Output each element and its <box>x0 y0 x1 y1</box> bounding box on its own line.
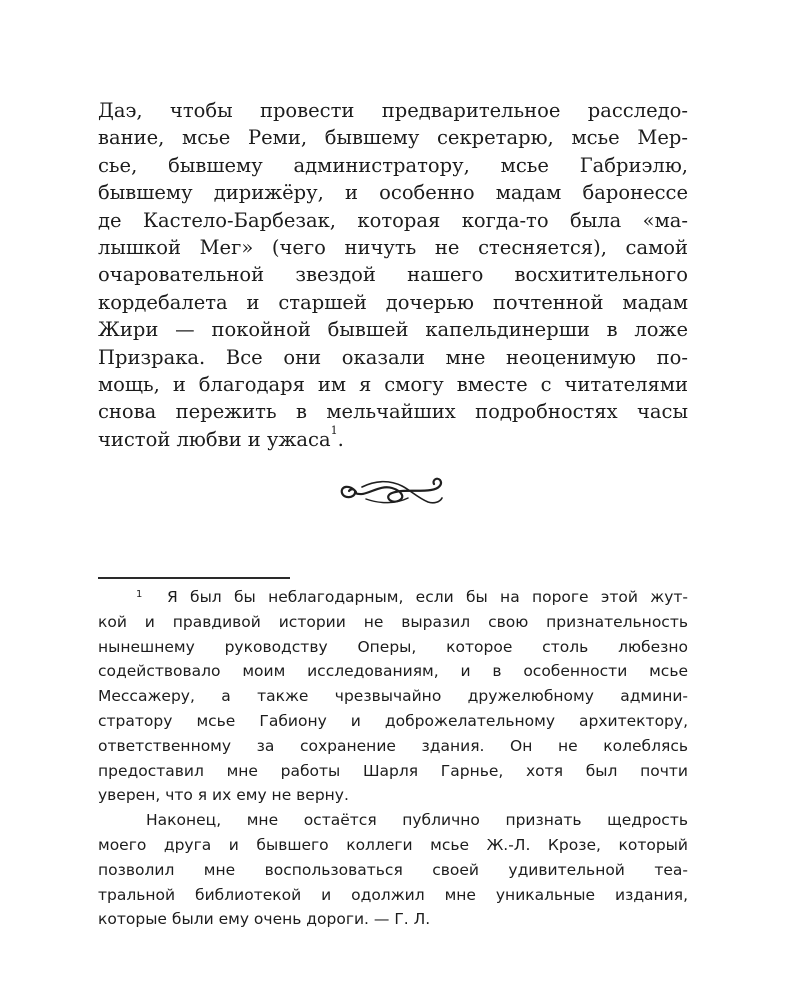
text-line: Жири — покойной бывшей капельдинерши в ложе <box>98 318 688 342</box>
flourish-ornament-icon <box>336 468 448 516</box>
text-line-content: чистой любви и ужаса <box>98 427 331 451</box>
text-line: снова пережить в мельчайших подробностях часы <box>98 400 688 424</box>
footnote-line: которые были ему очень дороги. — Г. Л. <box>98 910 431 929</box>
text-line: сье, бывшему администратору, мсье Габриэлю, <box>98 153 688 177</box>
footnote-line: предоставил мне работы Шарля Гарнье, хотя был почти <box>98 761 688 780</box>
text-line: бывшему дирижёру, и особенно мадам баронессе <box>98 181 688 205</box>
text-line: очаровательной звездой нашего восхитительного <box>98 263 688 287</box>
text-line: Даэ, чтобы провести предварительное расследо- <box>98 99 688 122</box>
footnote-line: Наконец, мне остаётся публично признать щедрость <box>146 811 688 830</box>
footnote-line: кой и правдивой истории не выразил свою признательность <box>98 612 688 631</box>
text-line: мощь, и благодаря им я смогу вместе с читателями <box>98 372 688 396</box>
footnote-line: тральной библиотекой и одолжил мне уникальные издания, <box>98 885 688 904</box>
footnote-block <box>98 585 688 932</box>
footnote-line: стратору мсье Габиону и доброжелательному архитектору, <box>98 711 688 730</box>
footnote-reference[interactable]: 1 <box>330 424 338 438</box>
footnote-line-content: Я был бы неблагодарным, если бы на пороге этой жут- <box>166 588 689 606</box>
footnote-line: Мессажеру, а также чрезвычайно дружелюбному админи- <box>98 687 688 706</box>
footnote-marker: 1 <box>136 589 143 600</box>
footnote-line: нынешнему руководству Оперы, которое столь любезно <box>98 637 688 656</box>
footnote-line: содействовало моим исследованиям, и в особенности мсье <box>98 662 688 681</box>
footnote-line: моего друга и бывшего коллеги мсье Ж.-Л. Крозе, который <box>98 835 688 854</box>
text-line: де Кастело-Барбезак, которая когда-то была «ма- <box>98 208 688 232</box>
main-text <box>98 97 688 453</box>
text-line: вание, мсье Реми, бывшему секретарю, мсье Мер- <box>98 126 688 150</box>
text-line: Призрака. Все они оказали мне неоценимую по- <box>98 345 688 369</box>
text-line: кордебалета и старшей дочерью почтенной мадам <box>98 290 688 314</box>
text-line: лышкой Мег» (чего ничуть не стесняется), самой <box>98 235 688 259</box>
footnote-divider <box>98 577 290 579</box>
footnote-line: уверен, что я их ему не верну. <box>98 786 349 805</box>
footnote-line <box>98 585 688 610</box>
text-line-last: чистой любви и ужаса$^1$. <box>98 424 344 451</box>
footnote-line: ответственному за сохранение здания. Он не колеблясь <box>98 736 688 755</box>
footnote-line: позволил мне воспользоваться своей удивительной теа- <box>98 860 688 879</box>
